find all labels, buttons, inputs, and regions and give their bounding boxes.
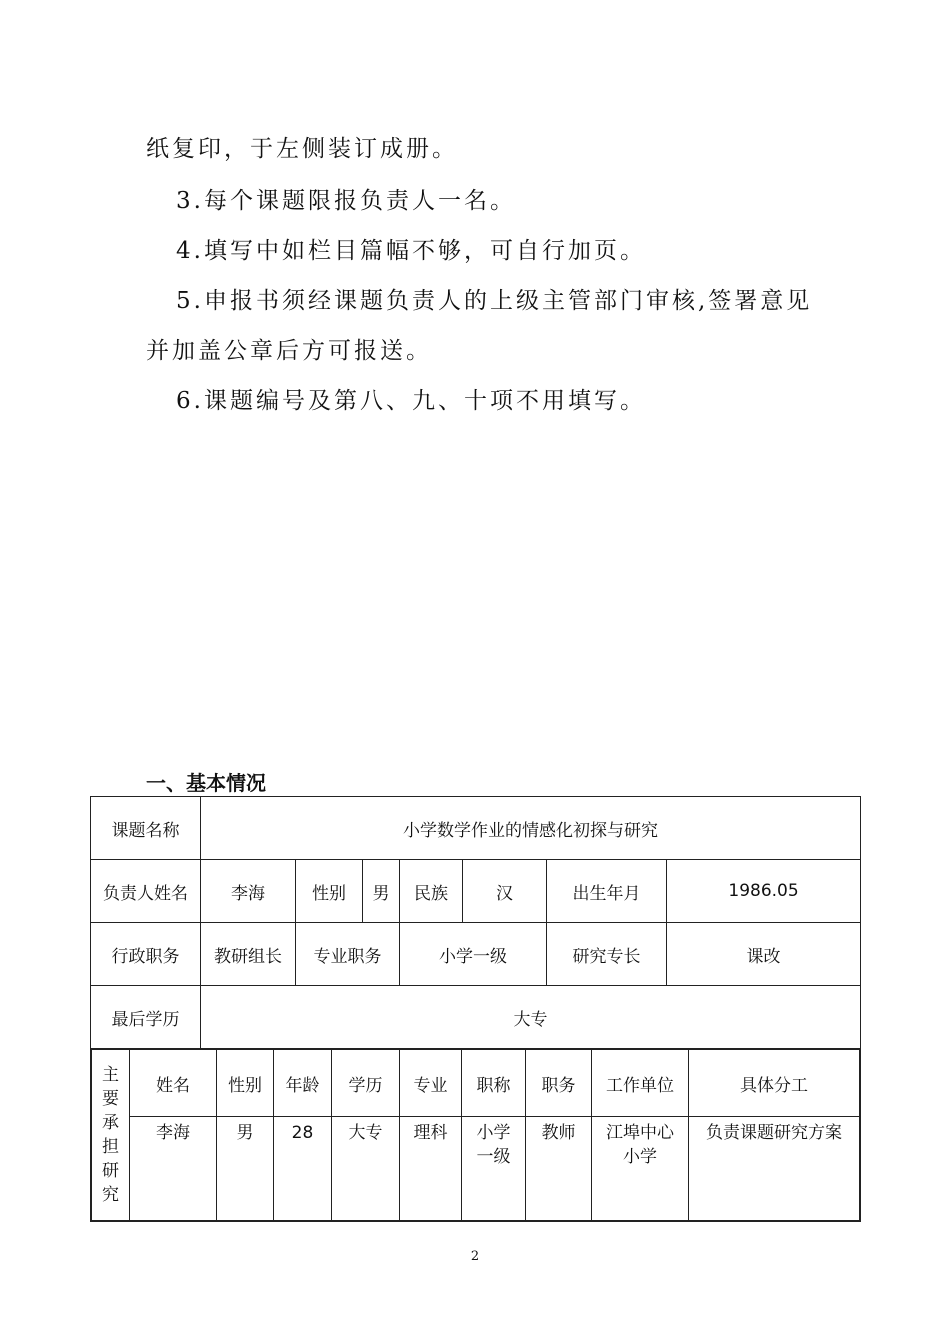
header-gender: 性别 bbox=[217, 1050, 274, 1117]
specialty-value: 课改 bbox=[667, 923, 861, 986]
side-char: 担 bbox=[102, 1137, 119, 1157]
member-unit bbox=[592, 1117, 689, 1221]
admin-label: 行政职务 bbox=[91, 923, 201, 986]
member-unit-line-2: 小学 bbox=[623, 1147, 657, 1167]
side-char: 究 bbox=[102, 1185, 119, 1205]
instruction-line-4b: 并加盖公章后方可报送。 bbox=[146, 338, 432, 364]
prof-label: 专业职务 bbox=[296, 923, 400, 986]
member-title-line-1: 小学 bbox=[476, 1123, 511, 1143]
topic-value: 小学数学作业的情感化初探与研究 bbox=[201, 797, 861, 860]
member-education: 大专 bbox=[332, 1117, 400, 1221]
header-title: 职称 bbox=[462, 1050, 526, 1117]
member-position: 教师 bbox=[526, 1117, 592, 1221]
edu-value: 大专 bbox=[201, 986, 861, 1049]
header-education: 学历 bbox=[332, 1050, 400, 1117]
instruction-line-5: 6.课题编号及第八、九、十项不用填写。 bbox=[176, 388, 646, 414]
gender-label: 性别 bbox=[296, 860, 363, 923]
basic-info-table bbox=[90, 796, 861, 1222]
header-position: 职务 bbox=[526, 1050, 592, 1117]
ethnicity-label: 民族 bbox=[400, 860, 463, 923]
instruction-line-3: 4.填写中如栏目篇幅不够，可自行加页。 bbox=[176, 238, 646, 264]
member-title bbox=[462, 1117, 526, 1221]
header-age: 年龄 bbox=[274, 1050, 332, 1117]
topic-row bbox=[91, 797, 861, 860]
member-age: 28 bbox=[274, 1117, 332, 1221]
instruction-line-2: 3.每个课题限报负责人一名。 bbox=[176, 188, 516, 214]
specialty-label: 研究专长 bbox=[547, 923, 667, 986]
leader-row bbox=[91, 860, 861, 923]
table-row bbox=[92, 1117, 860, 1221]
header-unit: 工作单位 bbox=[592, 1050, 689, 1117]
topic-label: 课题名称 bbox=[91, 797, 201, 860]
admin-value: 教研组长 bbox=[201, 923, 296, 986]
gender-value: 男 bbox=[363, 860, 400, 923]
member-gender: 男 bbox=[217, 1117, 274, 1221]
header-duty: 具体分工 bbox=[689, 1050, 860, 1117]
members-table bbox=[91, 1049, 860, 1221]
header-name: 姓名 bbox=[130, 1050, 217, 1117]
side-char: 主 bbox=[102, 1065, 119, 1085]
member-title-line-2: 一级 bbox=[476, 1147, 511, 1167]
edu-label: 最后学历 bbox=[91, 986, 201, 1049]
side-char: 要 bbox=[102, 1089, 119, 1109]
members-side-label bbox=[92, 1050, 130, 1221]
members-row bbox=[91, 1049, 861, 1222]
side-char: 研 bbox=[102, 1161, 119, 1181]
instruction-line-1: 纸复印，于左侧装订成册。 bbox=[146, 136, 458, 162]
side-char: 承 bbox=[102, 1113, 119, 1133]
member-major: 理科 bbox=[400, 1117, 462, 1221]
header-major: 专业 bbox=[400, 1050, 462, 1117]
section-title: 一、基本情况 bbox=[146, 771, 266, 795]
member-duty: 负责课题研究方案 bbox=[689, 1117, 860, 1221]
leader-value: 李海 bbox=[201, 860, 296, 923]
ethnicity-value: 汉 bbox=[463, 860, 547, 923]
instruction-line-4a: 5.申报书须经课题负责人的上级主管部门审核,签署意见 bbox=[176, 288, 813, 314]
member-name: 李海 bbox=[130, 1117, 217, 1221]
member-unit-line-1: 江埠中心 bbox=[606, 1123, 674, 1143]
members-header-row bbox=[92, 1050, 860, 1117]
education-row bbox=[91, 986, 861, 1049]
leader-label: 负责人姓名 bbox=[91, 860, 201, 923]
birth-value: 1986.05 bbox=[667, 860, 861, 923]
page-number: 2 bbox=[470, 1249, 480, 1264]
prof-value: 小学一级 bbox=[400, 923, 547, 986]
birth-label: 出生年月 bbox=[547, 860, 667, 923]
position-row bbox=[91, 923, 861, 986]
